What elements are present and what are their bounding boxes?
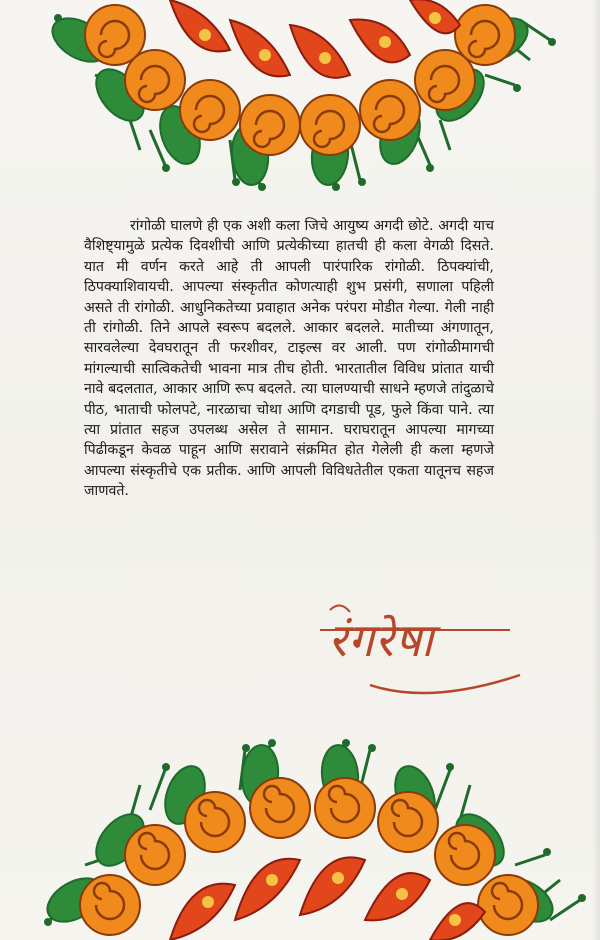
mandala-top-decoration (0, 0, 600, 200)
signature-text: रंगरेषा (328, 613, 435, 667)
page-edge-shadow (592, 0, 600, 940)
mandala-bottom-decoration (0, 720, 600, 940)
blurb-paragraph: रांगोळी घालणे ही एक अशी कला जिचे आयुष्य अगदी छोटे. अगदी याच वैशिष्ट्यामुळे प्रत्येक दिवशीची आणि प्रत्येकीच्या हातची ही कला वेगळी दिसते. यात मी वर्णन करते आहे ती आपली पारंपारिक रांगोळी. ठिपक्यांची, ठिपक्याशिवायची. आपल्या संस्कृतीत कोणत्याही शुभ प्रसंगी, सणाला पहिली असते ती रांगोळी. आधुनिकतेच्या प्रवाहात अनेक परंपरा मोडीत गेल्या. गेली नाही ती रांगोळी. तिने आपले स्वरूप बदलले. आकार बदलले. मातीच्या अंगणातून, सारवलेल्या देवघरातून ती फरशीवर, टाइल्स वर आली. पण रांगोळीमागची मांगल्याची सात्विकतेची भावना मात्र तीच होती. भारतातील विविध प्रांतात याची नावे बदलतात, आकार आणि रूप बदलते. त्या घालण्याची साधने म्हणजे तांदुळाचे पीठ, भाताची फोलपटे, नारळाचा चोथा आणि दगडाची पूड, फुले किंवा पाने. त्या त्या प्रांतात सहज उपलब्ध असेल ते सामान. घराघरातून आपल्या मागच्या पिढीकडून केवळ पाहून आणि सरावाने संक्रमित होत गेलेली ही कला म्हणजे आपल्या संस्कृतीचे एक प्रतीक. आणि आपली विविधतेतील एकता यातूनच सहज जाणवते. (84, 218, 494, 500)
author-signature (310, 590, 530, 710)
